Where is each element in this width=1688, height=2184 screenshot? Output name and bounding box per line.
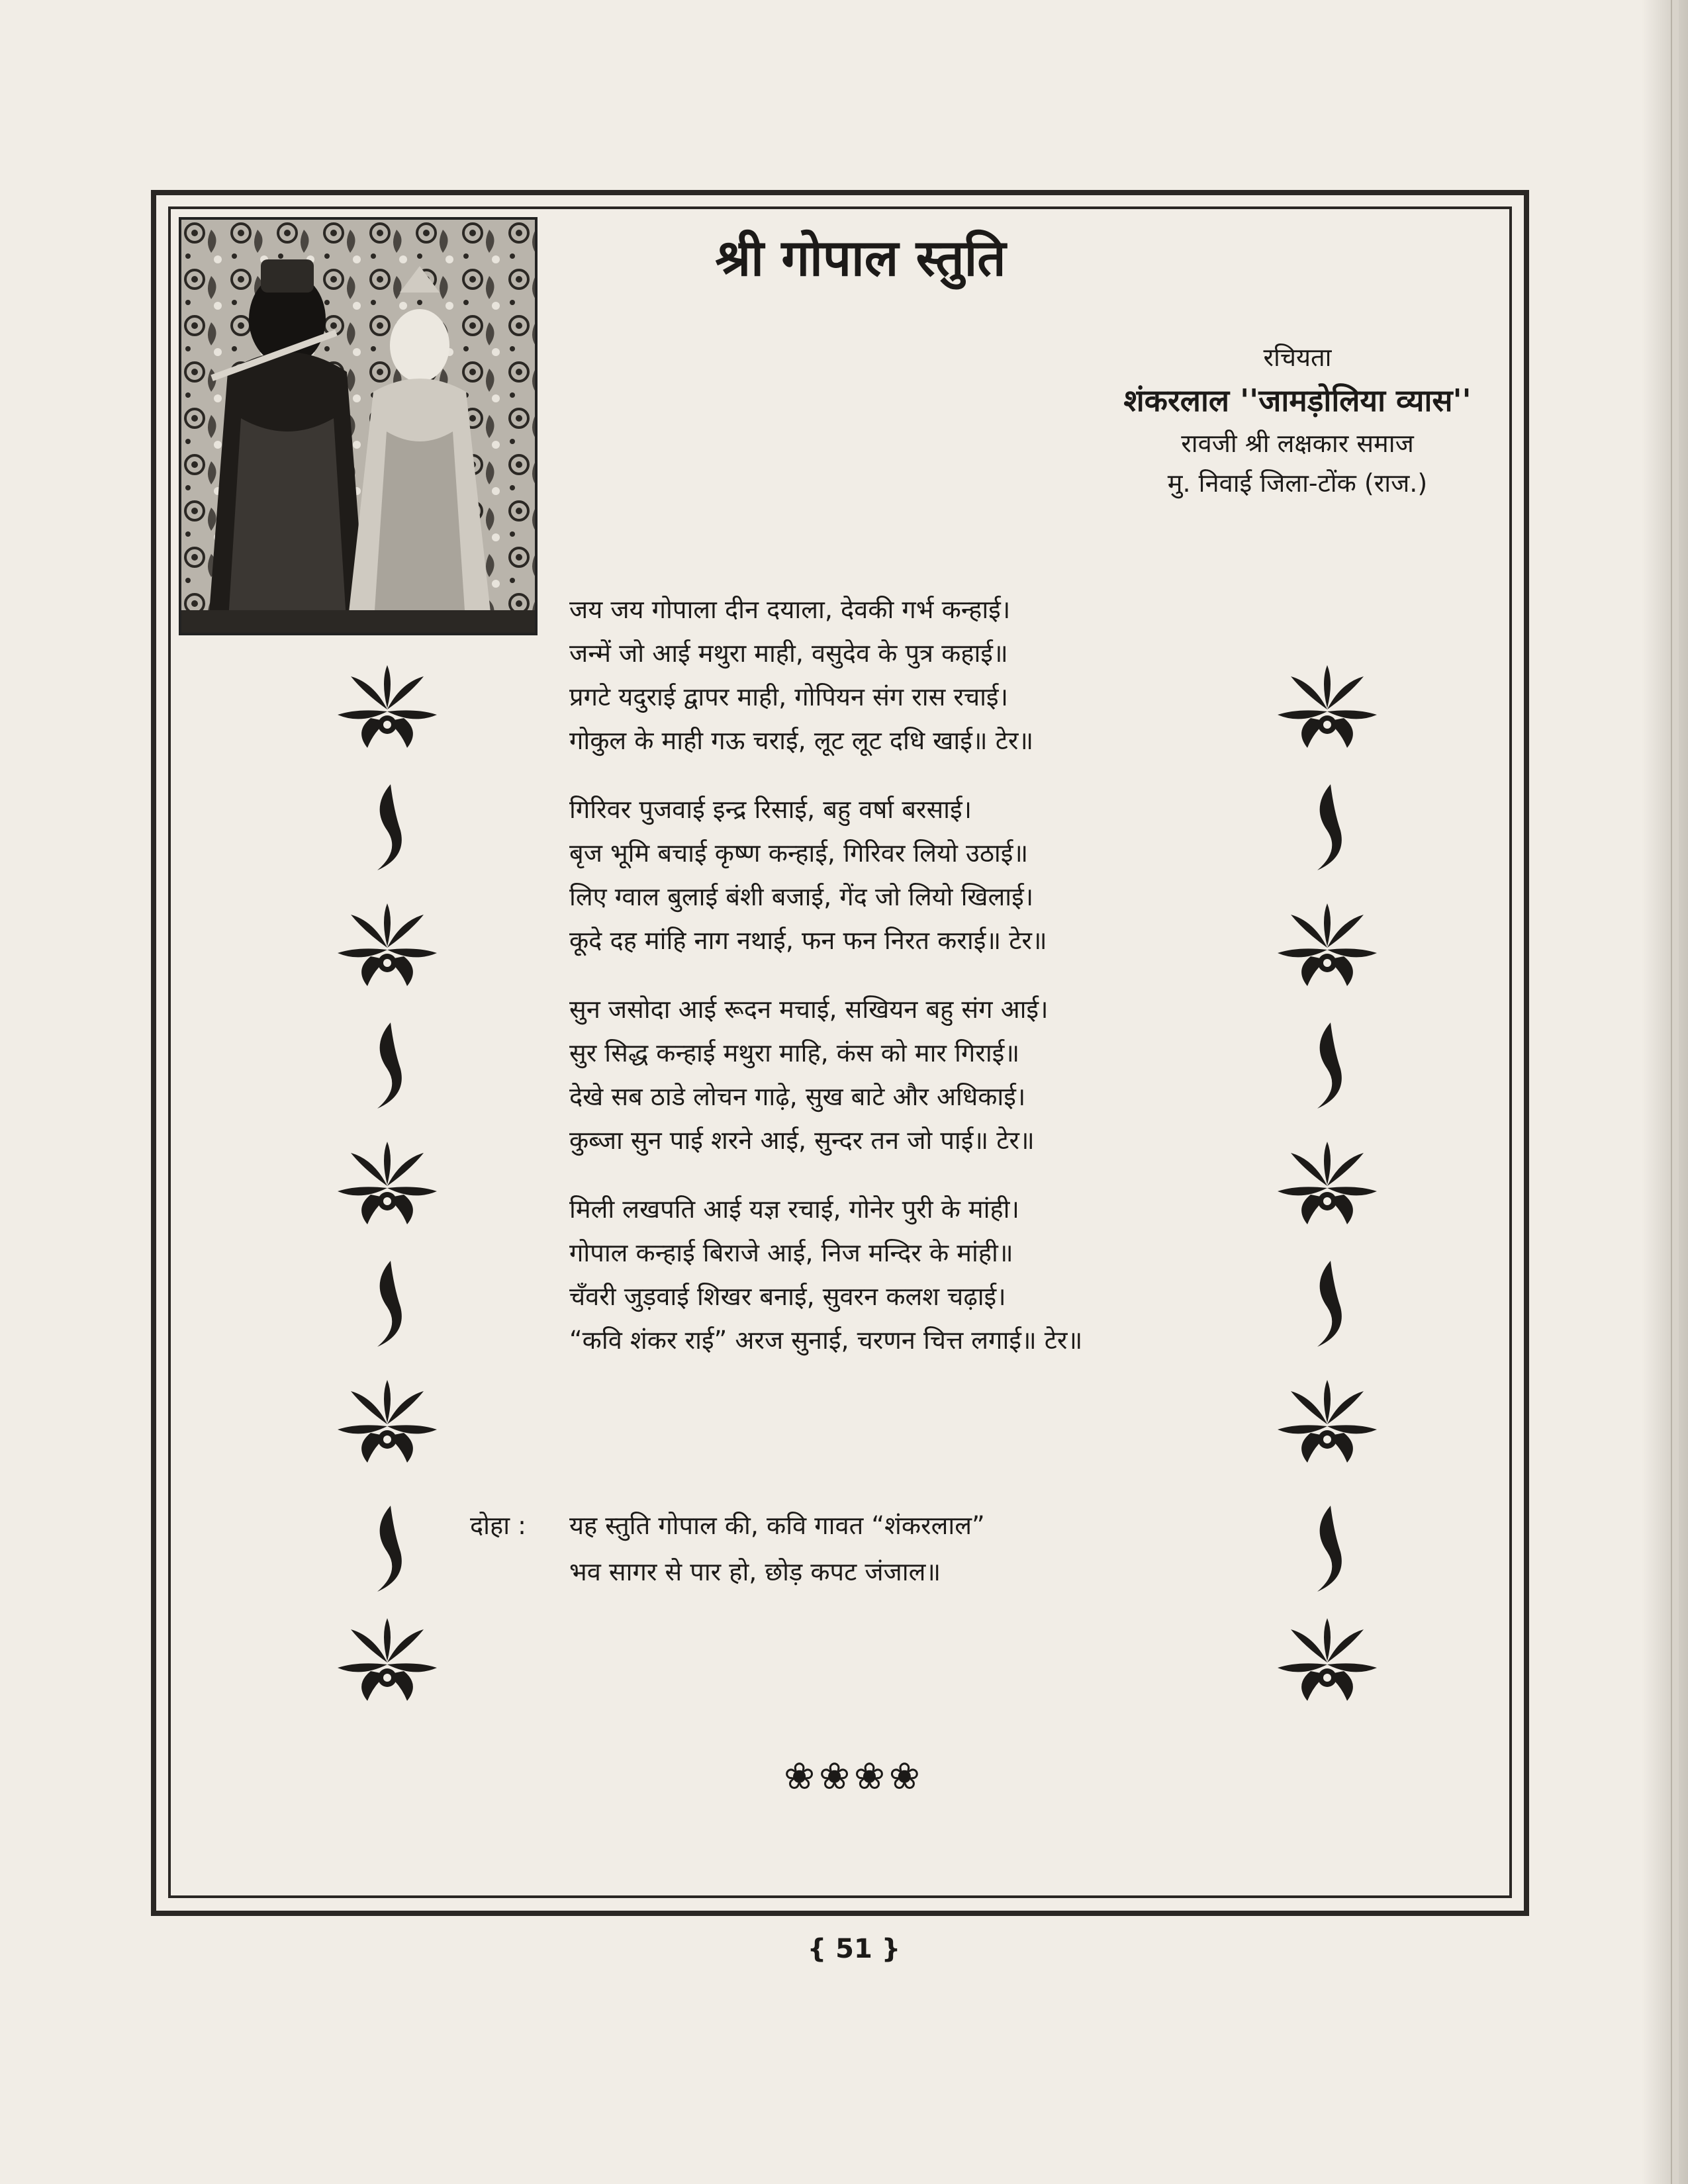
- author-name: शंकरलाल ''जामड़ोलिया व्यास'': [1123, 383, 1472, 418]
- verse-line: मिली लखपति आई यज्ञ रचाई, गोनेर पुरी के मांही।: [569, 1195, 1019, 1224]
- doha-label: दोहा :: [470, 1511, 526, 1540]
- verse-line: प्रगटे यदुराई द्वापर माही, गोपियन संग रास रचाई।: [569, 682, 1008, 711]
- verse-line: गोकुल के माही गऊ चराई, लूट लूट दधि खाई॥ टेर॥: [569, 726, 1034, 755]
- flower-ornament-icon: [331, 1377, 444, 1479]
- flower-ornament-icon: [331, 1615, 444, 1717]
- flower-ornament-icon: [331, 1138, 444, 1240]
- flower-ornament-icon: [331, 662, 444, 764]
- leaf-ornament-icon: [367, 1502, 407, 1598]
- leaf-ornament-icon: [1307, 1019, 1347, 1115]
- author-label: रचियता: [1263, 343, 1332, 372]
- leaf-ornament-icon: [1307, 1257, 1347, 1353]
- verse-line: “कवि शंकर राई” अरज सुनाई, चरणन चित्त लगाई॥ टेर॥: [569, 1326, 1083, 1355]
- leaf-ornament-icon: [1307, 781, 1347, 876]
- verse-line: चँवरी जुड़वाई शिखर बनाई, सुवरन कलश चढ़ाई।: [569, 1282, 1006, 1311]
- leaf-ornament-icon: [367, 1257, 407, 1353]
- verse-line: जय जय गोपाला दीन दयाला, देवकी गर्भ कन्हाई।: [569, 595, 1011, 624]
- author-address: मु. निवाई जिला-टोंक (राज.): [1167, 469, 1428, 498]
- leaf-ornament-icon: [1307, 1502, 1347, 1598]
- verse-line: लिए ग्वाल बुलाई बंशी बजाई, गेंद जो लियो खिलाई।: [569, 882, 1034, 911]
- verse-line: सुर सिद्ध कन्हाई मथुरा माहि, कंस को मार गिराई॥: [569, 1038, 1020, 1068]
- verses: [569, 588, 1297, 1387]
- stanza-2: [569, 788, 1297, 962]
- stanza-3: [569, 987, 1297, 1162]
- page-shadow: [1642, 0, 1688, 2184]
- stanza-4: [569, 1187, 1297, 1362]
- doha-line: यह स्तुति गोपाल की, कवि गावत “शंकरलाल”: [569, 1511, 985, 1540]
- end-ornament: ❀❀❀❀: [784, 1755, 924, 1798]
- doha: [470, 1502, 1331, 1595]
- stanza-1: [569, 588, 1297, 762]
- verse-line: बृज भूमि बचाई कृष्ण कन्हाई, गिरिवर लियो उठाई॥: [569, 839, 1029, 868]
- page-edge: [1671, 0, 1679, 2184]
- verse-line: जन्में जो आई मथुरा माही, वसुदेव के पुत्र कहाई॥: [569, 639, 1008, 668]
- verse-line: गिरिवर पुजवाई इन्द्र रिसाई, बहु वर्षा बरसाई।: [569, 795, 972, 824]
- author-community: रावजी श्री लक्षकार समाज: [1181, 429, 1414, 458]
- verse-line: सुन जसोदा आई रूदन मचाई, सखियन बहु संग आई।: [569, 995, 1049, 1024]
- verse-line: गोपाल कन्हाई बिराजे आई, निज मन्दिर के मांही॥: [569, 1238, 1013, 1267]
- flower-ornament-icon: [1271, 900, 1383, 1002]
- verse-line: देखे सब ठाडे लोचन गाढ़े, सुख बाटे और अधिकाई।: [569, 1082, 1026, 1111]
- flower-ornament-icon: [1271, 1615, 1383, 1717]
- verse-line: कुब्जा सुन पाई शरने आई, सुन्दर तन जो पाई॥ टेर॥: [569, 1126, 1035, 1155]
- flower-ornament-icon: [1271, 1377, 1383, 1479]
- page-number: { 51 }: [807, 1934, 901, 1964]
- flower-ornament-icon: [1271, 662, 1383, 764]
- flower-ornament-icon: [331, 900, 444, 1002]
- author-block: [1059, 338, 1536, 503]
- doha-line: भव सागर से पार हो, छोड़ कपट जंजाल॥: [569, 1557, 941, 1586]
- page-title: श्री गोपाल स्तुति: [715, 228, 1006, 287]
- leaf-ornament-icon: [367, 1019, 407, 1115]
- leaf-ornament-icon: [367, 781, 407, 876]
- krishna-illustration: [179, 217, 538, 635]
- flower-ornament-icon: [1271, 1138, 1383, 1240]
- verse-line: कूदे दह मांहि नाग नथाई, फन फन निरत कराई॥ टेर॥: [569, 926, 1047, 955]
